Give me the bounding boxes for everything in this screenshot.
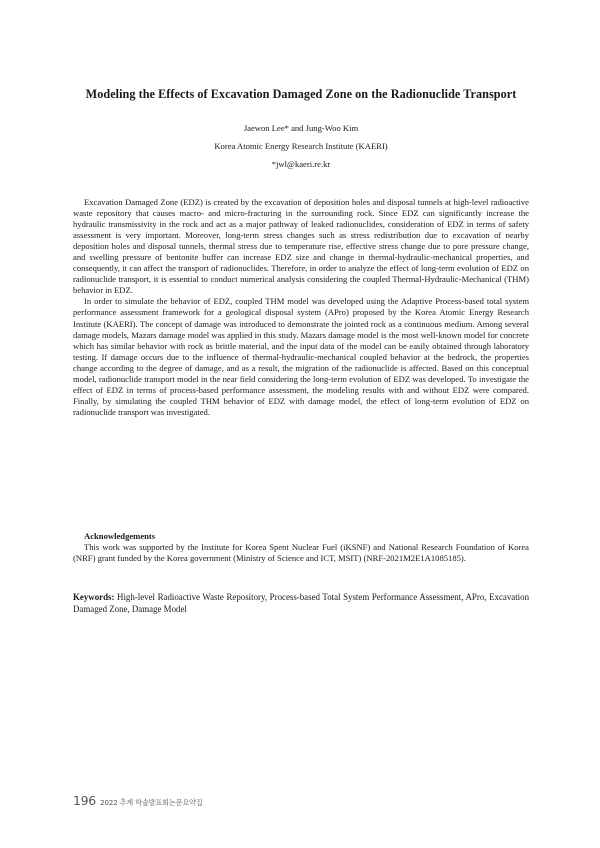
abstract-paragraph: Excavation Damaged Zone (EDZ) is created by the excavation of deposition holes and disposal tunnels at high-level radioactive waste repository that causes macro- and micro-fracturing in the surrounding rock. Since EDZ can significantly increase the hydraulic transmissivity in the rock and act as a major pathway of leaked radionuclides, consideration of EDZ in terms of safety assessment is very important. Moreover, long-term stress changes such as stress redistribution due to excavation of nearby deposition holes and disposal tunnels, thermal stress due to temperature rise, effective stress change due to pore pressure change, and swelling pressure of bentonite buffer can increase EDZ size and change in thermal-hydraulic-mechanical properties, and consequently, it can affect the transport of radionuclides. Therefore, in order to analyze the effect of long-term evolution of EDZ on radionuclide transport, it is essential to conduct numerical analysis considering the coupled Thermal-Hydraulic-Mechanical (THM) behavior in EDZ. [73, 197, 529, 296]
page-number: 196 [73, 793, 96, 808]
author-email: *jwl@kaeri.re.kr [271, 159, 331, 169]
author-list: Jaewon Lee* and Jung-Woo Kim [243, 123, 359, 133]
page-footer [73, 790, 203, 809]
acknowledgements-heading: Acknowledgements [84, 531, 156, 541]
keywords-label: Keywords: [73, 592, 115, 602]
keywords-text: High-level Radioactive Waste Repository, Process-based Total System Performance Assessment, APro, Excavation Damaged Zone, Damage Model [73, 592, 530, 614]
acknowledgements-text: This work was supported by the Institute for Korea Spent Nuclear Fuel (iKSNF) and National Research Foundation of Korea (NRF) grant funded by the Korea government (Ministry of Science and ICT, MSIT) (NRF-2021M2E1A1085185). [73, 542, 529, 564]
acknowledgements-section [73, 531, 529, 564]
abstract-paragraph: In order to simulate the behavior of EDZ, coupled THM model was developed using the Adaptive Process-based total system performance assessment framework for a geological disposal system (APro) proposed by the Korea Atomic Energy Research Institute (KAERI). The concept of damage was introduced to demonstrate the jointed rock as a continuous medium. Among several damage models, Mazars damage model was applied in this study. Mazars damage model is the most well-known model for concrete which has similar behavior with rock as brittle material, and the input data of the model can be easily obtained through laboratory testing. If damage occurs due to the influence of thermal-hydraulic-mechanical coupled behavior at the bedrock, the properties change according to the degree of damage, and as a result, the migration of the radionuclide is affected. Based on this conceptual model, radionuclide transport model in the near field considering the long-term evolution of EDZ was developed. To investigate the effect of EDZ in terms of process-based performance assessment, the modeling results with and without EDZ were compared. Finally, by simulating the coupled THM behavior of EDZ with damage model, the effect of long-term evolution of EDZ on radionuclide transport was investigated. [73, 296, 529, 417]
publication-name: 2022 추계 학술발표회논문요약집 [99, 798, 203, 807]
paper-title: Modeling the Effects of Excavation Damaged Zone on the Radionuclide Transport [85, 87, 517, 101]
keywords [73, 591, 529, 615]
abstract [73, 197, 529, 418]
affiliation: Korea Atomic Energy Research Institute (KAERI) [214, 141, 388, 151]
